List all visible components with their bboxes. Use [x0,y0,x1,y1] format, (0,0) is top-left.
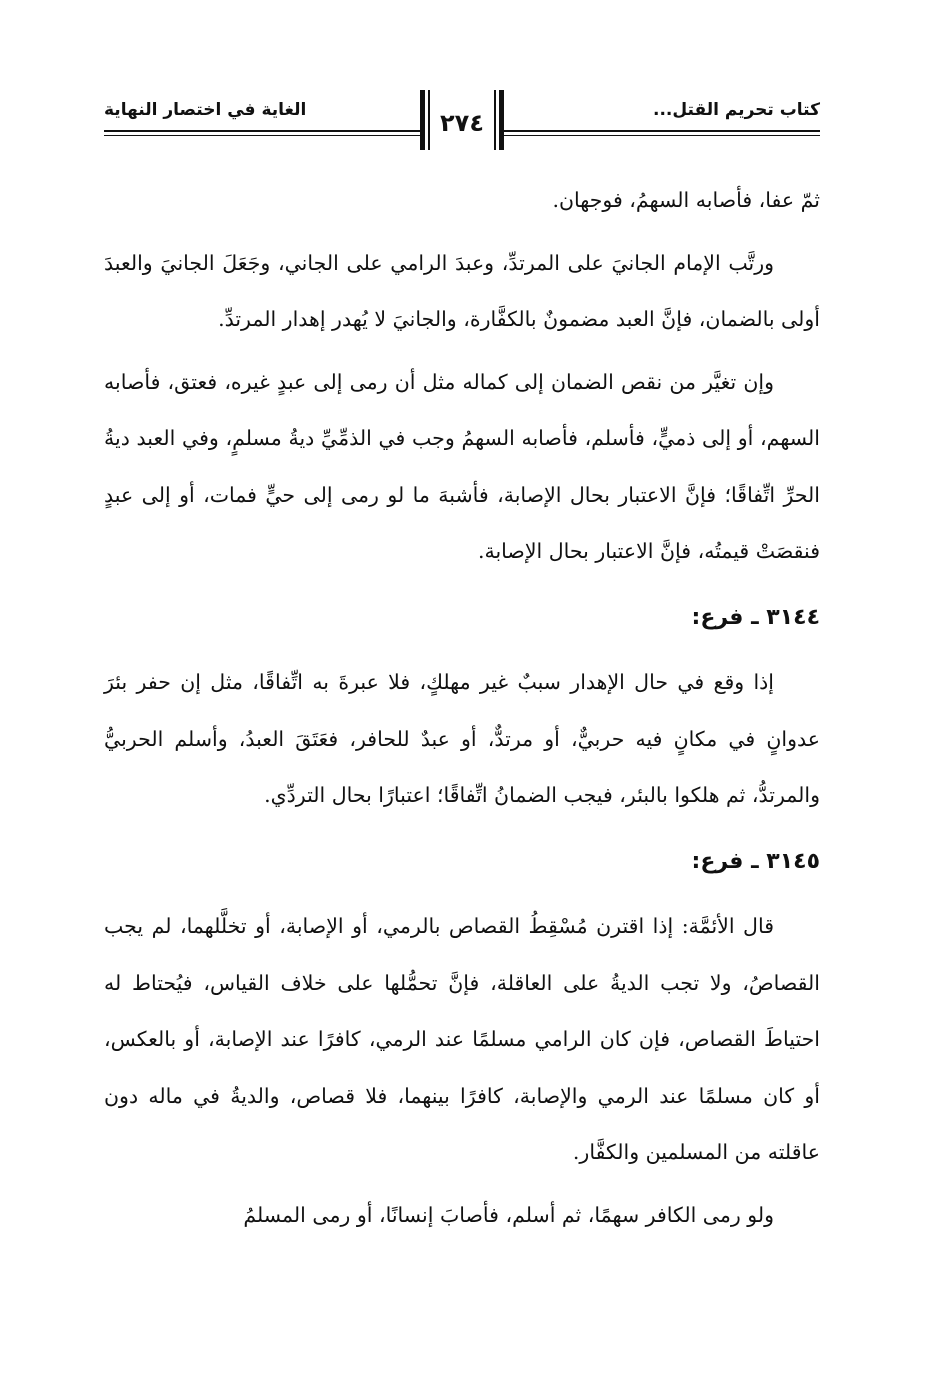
page-number: ٢٧٤ [440,109,484,137]
paragraph: ولو رمى الكافر سهمًا، ثم أسلم، فأصابَ إنسانًا، أو رمى المسلمُ [243,1202,774,1227]
book-title: الغاية في اختصار النهاية [104,100,307,120]
page-number-frame [420,90,504,150]
paragraph: ثمّ عفا، فأصابه السهمُ، فوجهان. [552,188,820,212]
paragraph: قال الأئمَّة: إذا اقترن مُسْقِطُ القصاص بالرمي، أو الإصابة، أو تخلَّلهما، لم يجب القصاصُ، ولا تجب الديةُ على العاقلة، فإنَّ تحمُّلها على خلاف القياس، فيُحتاط له احتياطَ القصاص، فإن كان الرامي مسلمًا عند الرمي، كافرًا عند الإصابة، أو بالعكس، أو كان مسلمًا عند الرمي والإصابة، كافرًا بينهما، فلا قصاص، والديةُ في ماله دون عاقلته من المسلمين والكفَّار. [104,914,820,1164]
paragraph: وإن تغيَّر من نقص الضمان إلى كماله مثل أن رمى إلى عبدٍ غيره، فعتق، فأصابه السهم، أو إلى ذميٍّ، فأسلم، فأصابه السهمُ وجب في الذمِّيِّ ديةُ مسلمٍ، وفي العبد ديةُ الحرِّ اتِّفاقًا؛ فإنَّ الاعتبار بحال الإصابة، فأشبهَ ما لو رمى إلى حيٍّ فمات، أو إلى عبدٍ فنقصَتْ قيمتُه، فإنَّ الاعتبار بحال الإصابة. [104,369,820,563]
section-heading: ٣١٤٤ ـ فرع: [691,604,820,630]
chapter-title: كتاب تحريم القتل... [653,100,820,120]
running-header [104,86,820,156]
page-body [104,172,820,1243]
paragraph: إذا وقع في حال الإهدار سببٌ غير مهلكٍ، فلا عبرةَ به اتِّفاقًا، مثل إن حفر بئرَ عدوانٍ في مكانٍ فيه حربيٌّ، أو مرتدٌّ، أو عبدٌ للحافر، فعَتَقَ العبدُ، وأسلم الحربيُّ والمرتدُّ، ثم هلكوا بالبئر، فيجب الضمانُ اتِّفاقًا؛ اعتبارًا بحال التردِّي. [104,670,820,807]
section-heading: ٣١٤٥ ـ فرع: [691,848,820,874]
paragraph: ورتَّب الإمام الجانيَ على المرتدِّ، وعبدَ الرامي على الجاني، وجَعَلَ الجانيَ والعبدَ أولى بالضمان، فإنَّ العبد مضمونٌ بالكفَّارة، والجانيَ لا يُهدر إهدار المرتدِّ. [104,250,820,331]
